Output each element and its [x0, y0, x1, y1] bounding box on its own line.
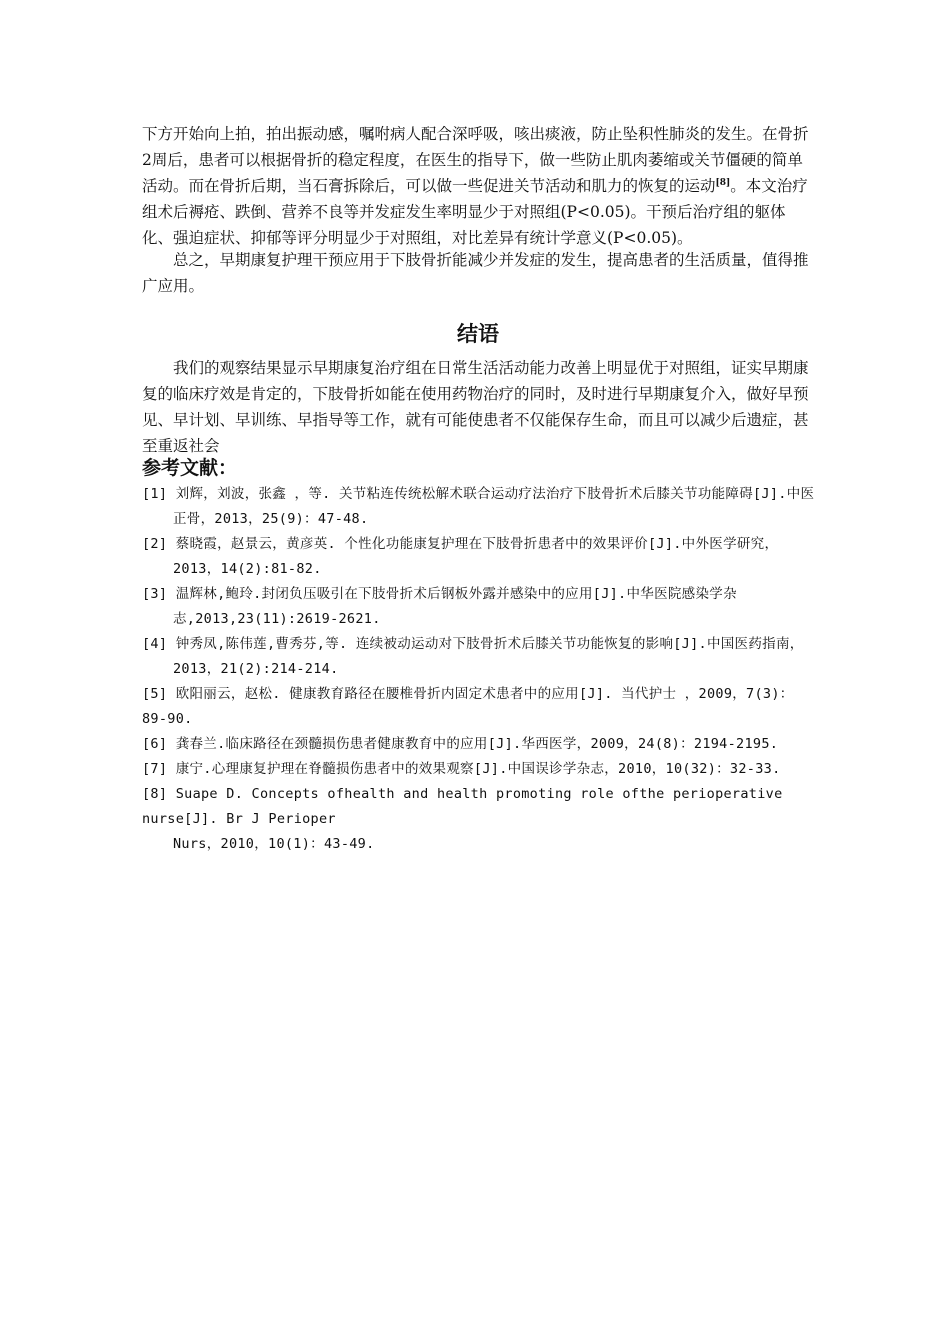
reference-line: [8] Suape D. Concepts ofhealth and health promoting role ofthe perioperative nurse[J]. Br J Perioper — [142, 786, 783, 827]
paragraph-text: 下方开始向上拍，拍出振动感，嘱咐病人配合深呼吸，咳出痰液，防止坠积性肺炎的发生。在骨折2周后，患者可以根据骨折的稳定程度，在医生的指导下，做一些防止肌肉萎缩或关节僵硬的简单活动。而在骨折后期，当石膏拆除后，可以做一些促进关节活动和肌力的恢复的运动 — [142, 125, 809, 195]
reference-item: [7] 康宁.心理康复护理在脊髓损伤患者中的效果观察[J].中国误诊学杂志，2010，10(32)：32-33. — [142, 761, 781, 777]
reference-line-continued: Nurs，2010，10(1)：43-49. — [173, 836, 375, 852]
reference-item: [3] 温辉林,鲍玲.封闭负压吸引在下肢骨折术后钢板外露并感染中的应用[J].中华医院感染学杂志,2013,23(11):2619-2621. — [142, 586, 737, 627]
reference-item: [4] 钟秀凤,陈伟莲,曹秀芬,等. 连续被动运动对下肢骨折术后膝关节功能恢复的影响[J].中国医药指南，2013，21(2):214-214. — [142, 636, 804, 677]
conclusion-paragraph: 我们的观察结果显示早期康复治疗组在日常生活活动能力改善上明显优于对照组，证实早期康复的临床疗效是肯定的，下肢骨折如能在使用药物治疗的同时，及时进行早期康复介入，做好早预见、早计划、早训练、早指导等工作，就有可能使患者不仅能保存生命，而且可以减少后遗症，甚至重返社会 — [142, 359, 809, 455]
references-title: 参考文献： — [142, 457, 238, 479]
reference-item — [142, 782, 818, 857]
body-paragraph — [142, 121, 814, 251]
reference-item: [5] 欧阳丽云，赵松. 健康教育路径在腰椎骨折内固定术患者中的应用[J]. 当代护士 ，2009，7(3)：89-90. — [142, 686, 794, 727]
conclusion-heading: 结语 — [457, 322, 499, 346]
reference-item: [6] 龚春兰.临床路径在颈髓损伤患者健康教育中的应用[J].华西医学，2009，24(8)：2194-2195. — [142, 736, 779, 752]
summary-paragraph: 总之，早期康复护理干预应用于下肢骨折能减少并发症的发生，提高患者的生活质量，值得推广应用。 — [142, 251, 809, 295]
reference-list — [142, 482, 818, 857]
citation-marker: [8] — [715, 177, 731, 188]
reference-item: [2] 蔡晓霞，赵景云，黄彦英. 个性化功能康复护理在下肢骨折患者中的效果评价[J].中外医学研究，2013，14(2):81-82. — [142, 536, 779, 577]
reference-item: [1] 刘辉，刘波，张鑫 ，等. 关节粘连传统松解术联合运动疗法治疗下肢骨折术后膝关节功能障碍[J].中医正骨，2013，25(9)：47-48. — [142, 486, 815, 527]
paragraph-text: 。本文治疗组术后褥疮、跌倒、营养不良等并发症发生率明显少于对照组(P<0.05)。干预后治疗组的躯体化、强迫症状、抑郁等评分明显少于对照组，对比差异有统计学意义(P<0.05)。 — [142, 177, 808, 247]
